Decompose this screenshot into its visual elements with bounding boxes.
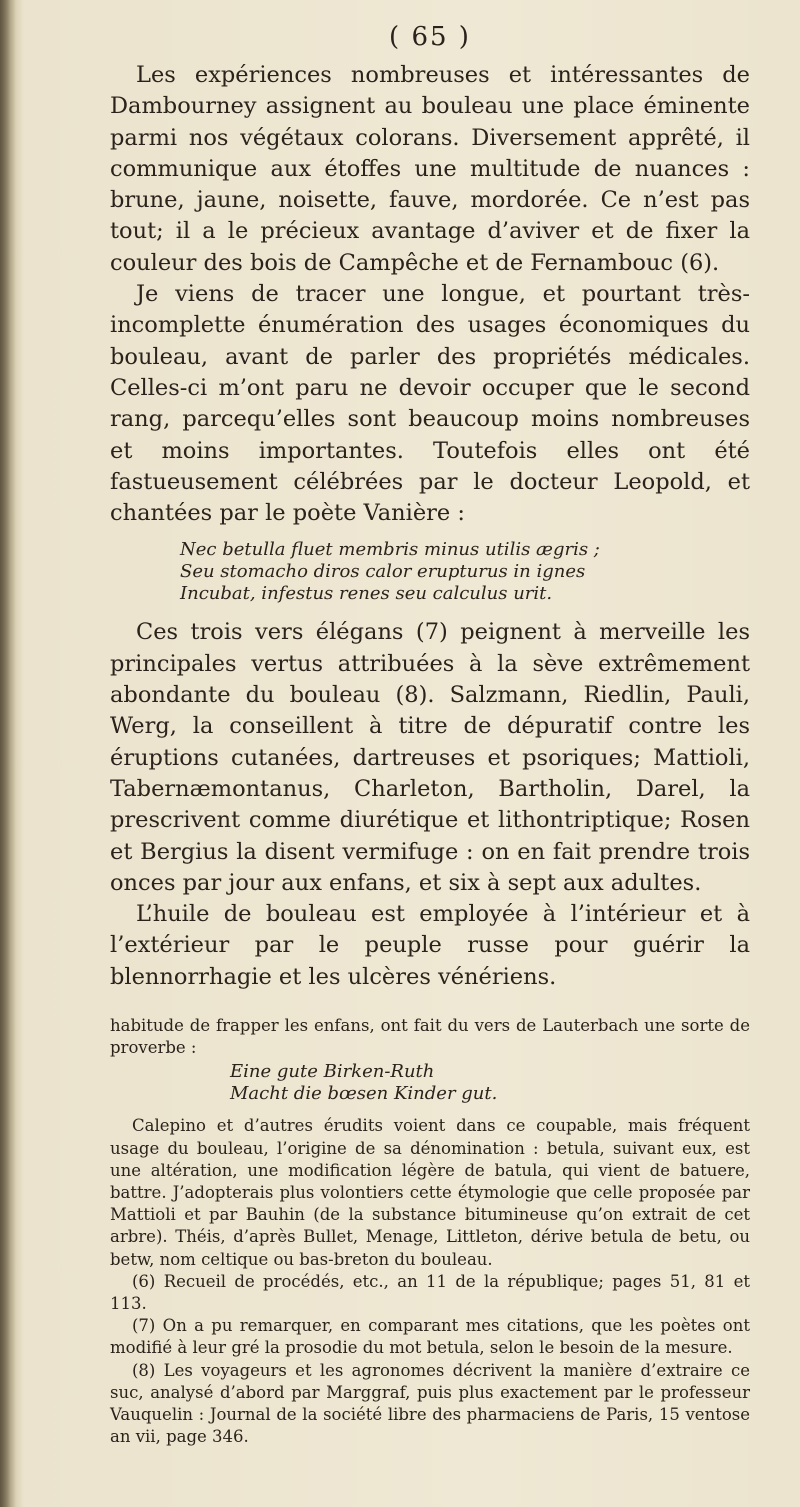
body-paragraph-dambourney: Les expériences nombreuses et intéressantes de Dambourney assignent au bouleau une place éminente parmi nos végétaux colorans. Diversement apprêté, il communique aux étoffes une multitude de nuances : brune, jaune, noisette, fauve, mordorée. Ce n’est pas tout; il a le précieux avantage d’aviver et de fixer la couleur des bois de Campêche et de Fernambouc (6). bbox=[110, 62, 750, 276]
proverb-line: Eine gute Birken-Ruth bbox=[230, 1061, 435, 1083]
footnotes bbox=[110, 1015, 750, 1448]
footnote-continuation: habitude de frapper les enfans, ont fait du vers de Lauterbach une sorte de proverbe : bbox=[110, 1016, 750, 1058]
binding-shadow bbox=[0, 0, 16, 1507]
footnote-6: (6) Recueil de procédés, etc., an 11 de la république; pages 51, 81 et 113. bbox=[110, 1271, 750, 1314]
body-paragraph-virtues: Ces trois vers élégans (7) peignent à merveille les principales vertus attribuées à la sève extrêmement abondante du bouleau (8). Salzmann, Riedlin, Pauli, Werg, la conseillent à titre de dépuratif contre les éruptions cutanées, dartreuses et psoriques; Mattioli, Tabernæmontanus, Charleton, Bartholin, Darel, la prescrivent comme diurétique et lithontriptique; Rosen et Bergius la disent vermifuge : on en fait prendre trois onces par jour aux enfans, et six à sept aux adultes. bbox=[110, 619, 750, 896]
verse-line: Nec betulla fluet membris minus utilis ægris ; bbox=[180, 539, 600, 561]
body-paragraph-oil: L’huile de bouleau est employée à l’intérieur et à l’extérieur par le peuple russe pour guérir la blennorrhagie et les ulcères vénériens. bbox=[110, 901, 750, 990]
latin-verse bbox=[180, 539, 750, 605]
footnote-8: (8) Les voyageurs et les agronomes décrivent la manière d’extraire ce suc, analysé d’abord par Marggraf, puis plus exactement par le professeur Vauquelin : Journal de la société libre des pharmaciens de Paris, 15 ventose an vii, page 346. bbox=[110, 1360, 750, 1447]
footnote-7: (7) On a pu remarquer, en comparant mes citations, que les poètes ont modifié à leur gré la prosodie du mot betula, selon le besoin de la mesure. bbox=[110, 1316, 750, 1358]
footnote-etymology: Calepino et d’autres érudits voient dans ce coupable, mais fréquent usage du bouleau, l’origine de sa dénomination : betula, suivant eux, est une altération, une modification légère de batula, qui vient de batuere, battre. J’adopterais plus volontiers cette étymologie que celle proposée par Mattioli et par Bauhin (de la substance bitumineuse qu’on extrait de cet arbre). Théis, d’après Bullet, Menage, Littleton, dérive betula de betu, ou betw, nom celtique ou bas-breton du bouleau. bbox=[110, 1116, 750, 1269]
body-paragraph-medical: Je viens de tracer une longue, et pourtant très-incomplette énumération des usages économiques du bouleau, avant de parler des propriétés médicales. Celles-ci m’ont paru ne devoir occuper que le second rang, parcequ’elles sont beaucoup moins nombreuses et moins importantes. Toutefois elles ont été fastueusement célébrées par le docteur Leopold, et chantées par le poète Vanière : bbox=[110, 281, 750, 527]
verse-line: Seu stomacho diros calor erupturus in ignes bbox=[180, 561, 586, 583]
german-proverb bbox=[230, 1061, 750, 1105]
proverb-line: Macht die bœsen Kinder gut. bbox=[230, 1083, 498, 1105]
page-number: ( 65 ) bbox=[389, 22, 471, 52]
page-content bbox=[110, 22, 750, 1448]
verse-line: Incubat, infestus renes seu calculus urit. bbox=[180, 583, 553, 605]
